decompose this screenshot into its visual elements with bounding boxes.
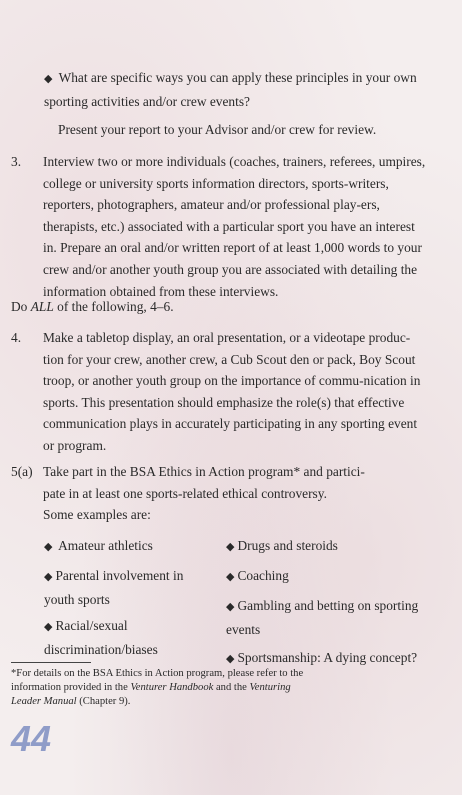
example-gambling-betting: ◆ Gambling and betting on sporting events bbox=[226, 595, 446, 640]
example-drugs-steroids: ◆ Drugs and steroids bbox=[226, 535, 446, 559]
example-sportsmanship: ◆ Sportsmanship: A dying concept? bbox=[226, 647, 451, 671]
item-3 bbox=[11, 151, 431, 302]
example-amateur-athletics: ◆ Amateur athletics bbox=[44, 535, 214, 559]
example-racial-discrimination: ◆ Racial/sexual discrimination/biases bbox=[44, 615, 194, 660]
bullet-apply-principles: ◆ What are specific ways you can apply these principles in your own sporting activities and/or crew events? bbox=[44, 67, 444, 112]
present-report-text: Present your report to your Advisor and/or crew for review. bbox=[58, 122, 377, 137]
example-parental-involvement: ◆ Parental involvement in youth sports bbox=[44, 565, 194, 610]
item-4 bbox=[11, 327, 431, 457]
item-3-number: 3. bbox=[11, 154, 22, 169]
item-4-text: Make a tabletop display, an oral presentation, or a videotape produc-tion for your crew, another crew, a Cub Scout den or pack, Boy Scout troop, or another youth group on the importance of commu-nication in sports. This presentation should emphasize the role(s) that effective communication plays in accurately participating in any sporting event or program. bbox=[43, 330, 421, 453]
do-all-instruction: Do ALL of the following, 4–6. bbox=[11, 299, 174, 314]
item-5a-number: 5(a) bbox=[11, 464, 33, 479]
item-5a-text: Take part in the BSA Ethics in Action program* and partici-pate in at least one sports-related ethical controversy. bbox=[43, 464, 365, 501]
item-5a bbox=[11, 461, 431, 526]
footnote: *For details on the BSA Ethics in Action program, please refer to the information provided in the Venturer Handbook and the Venturing Leader Manual (Chapter 9). bbox=[11, 668, 304, 707]
item-3-text: Interview two or more individuals (coaches, trainers, referees, umpires, college or university sports information directors, sports-writers, reporters, photographers, amateur and/or professional play-ers, therapists, etc.) associated with a particular sport you have an interest in. Prepare an oral and/or written report of at least 1,000 words to your crew and/or another youth group you are associated with detailing the information obtained from these interviews. bbox=[43, 154, 426, 299]
item-4-number: 4. bbox=[11, 330, 22, 345]
page-number: 44 bbox=[11, 718, 52, 759]
examples-label: Some examples are: bbox=[43, 507, 151, 523]
example-coaching: ◆ Coaching bbox=[226, 565, 446, 589]
footnote-divider bbox=[11, 662, 91, 663]
